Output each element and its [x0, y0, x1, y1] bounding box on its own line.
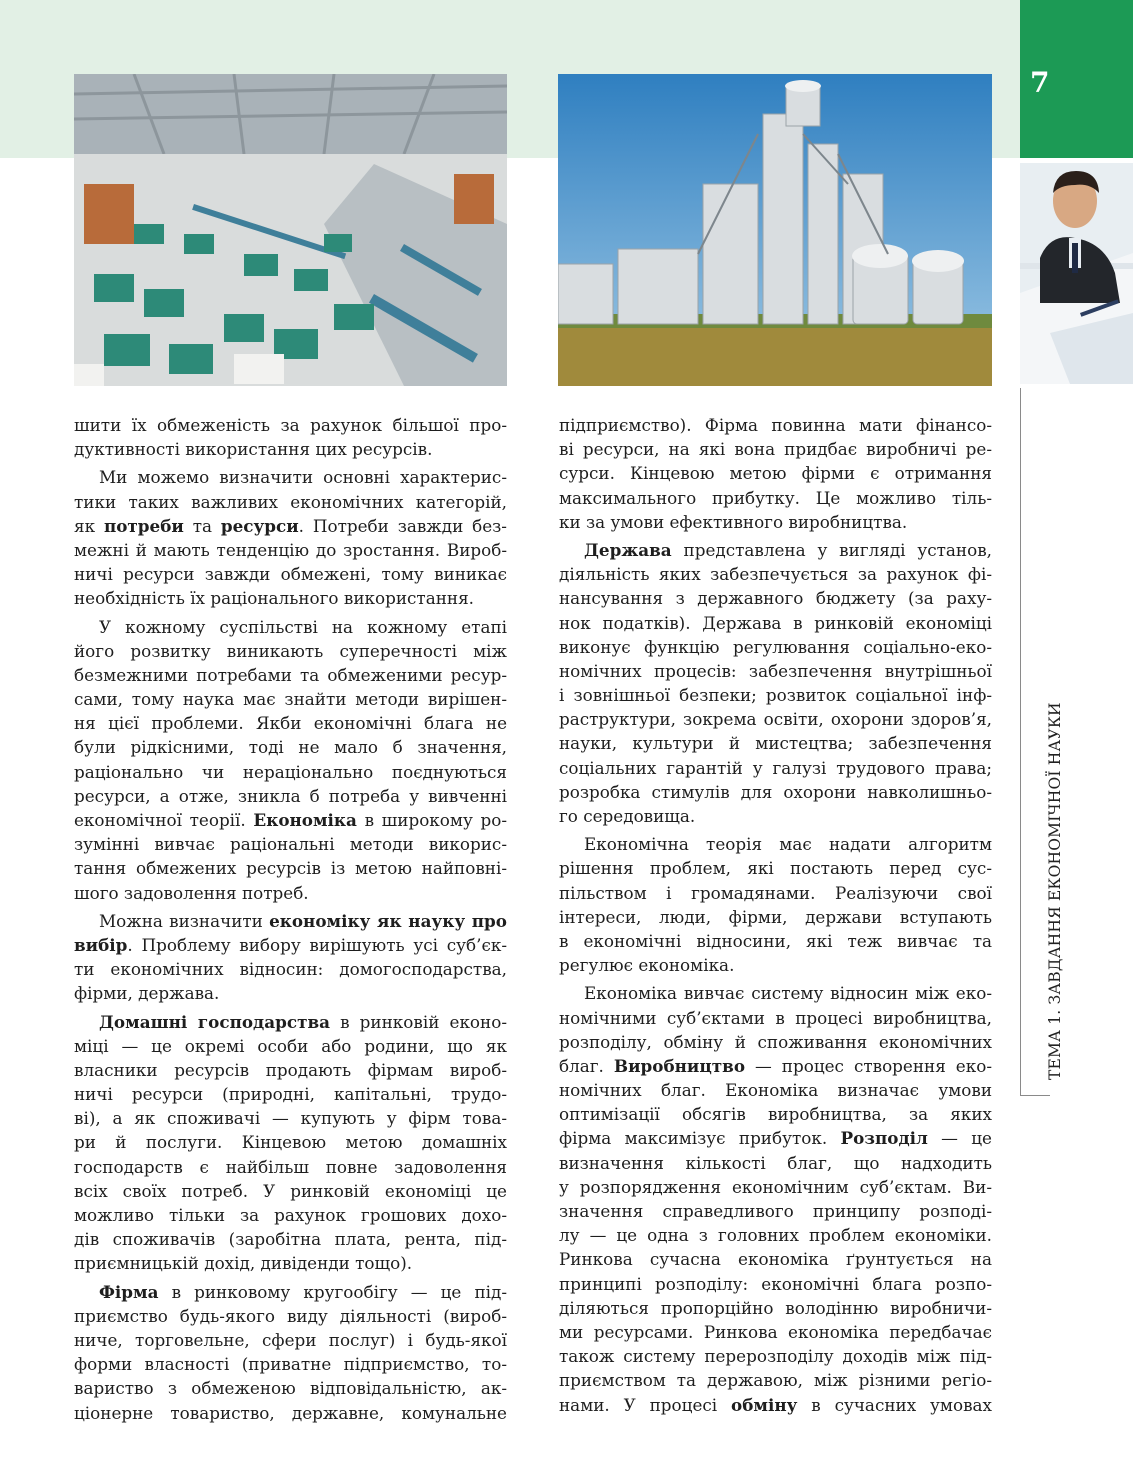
text-line: ти економічних відносин: домогосподарства,: [74, 959, 507, 980]
text-line: Фірма в ринковому кругообігу — це під-: [99, 1281, 507, 1302]
text-line: лу — це одна з головних проблем економіки.: [559, 1225, 992, 1246]
text-line: необхідність їх раціонального використання.: [74, 588, 474, 609]
text-line: соціальних гарантій у галузі трудового права;: [559, 757, 992, 778]
text-line: форми власності (приватне підприємство, то-: [74, 1354, 507, 1375]
term-economics: Економіка: [253, 810, 357, 830]
text-line: У кожному суспільстві на кожному етапі: [99, 616, 507, 637]
text-line: виконує функцію регулювання соціально-еко-: [559, 636, 992, 657]
text-line: можливо тільки за рахунок грошових дохо-: [74, 1205, 507, 1225]
text-line: оптимізації обсягів виробництва, за яких: [559, 1104, 992, 1125]
text-line: номічними суб’єктами в процесі виробництва,: [559, 1007, 992, 1028]
text-line: Домашні господарства в ринковій еконо-: [99, 1011, 507, 1032]
text-line: значення справедливого принципу розподі-: [559, 1201, 992, 1221]
text-line: і зовнішньої безпеки; розвиток соціальної інф-: [559, 685, 992, 706]
text-line: фірма максимізує прибуток. Розподіл — це: [559, 1128, 992, 1149]
text-line: Ми можемо визначити основні характерис-: [99, 467, 507, 488]
text-line: ві), а як споживачі — купують у фірм това-: [74, 1108, 507, 1129]
text-line: економічної теорії. Економіка в широкому ро-: [74, 810, 507, 830]
term-economics-choice: економіку як науку про: [269, 910, 507, 931]
text-line: регулює економіка.: [559, 955, 735, 976]
text-line: дуктивності використання цих ресурсів.: [74, 439, 433, 460]
term-resources: ресурси: [220, 515, 299, 536]
text-line: ничі ресурси (природні, капітальні, трудо-: [74, 1084, 507, 1105]
page-number-tab: [1020, 0, 1133, 158]
text-line: ві ресурси, на які вона придбає виробничі ре-: [559, 439, 992, 460]
text-line: номічних процесів: забезпечення внутрішньої: [559, 660, 992, 681]
text-line: приємство будь-якого виду діяльності (вироб-: [74, 1305, 507, 1326]
text-line: ри й послуги. Кінцевою метою домашніх: [74, 1132, 507, 1153]
text-line: інтереси, люди, фірми, держави вступають: [559, 906, 992, 927]
text-line: тики таких важливих економічних категорій,: [74, 491, 507, 512]
text-line: Держава представлена у вигляді установ,: [584, 539, 992, 560]
text-line: ресурси, а отже, зникла б потреба у вивченні: [74, 785, 507, 806]
text-line: нами. У процесі обміну в сучасних умовах: [559, 1394, 992, 1415]
text-line: діляються пропорційно володінню виробничи-: [559, 1297, 992, 1318]
text-line: раструктури, зокрема освіти, охорони здоров’я,: [559, 709, 992, 730]
term-households: Домашні господарства: [99, 1011, 330, 1032]
text-line: всіх своїх потреб. У ринковій економіці це: [74, 1180, 507, 1201]
text-line: його розвитку виникають суперечності між: [74, 640, 507, 661]
text-line: Можна визначити економіку як науку про: [99, 910, 507, 931]
text-line: приємницькій дохід, дивіденди тощо).: [74, 1253, 413, 1274]
page-number: 7: [1030, 66, 1050, 99]
text-line: рішення проблем, які постають перед сус-: [559, 858, 992, 879]
text-line: сурси. Кінцевою метою фірми є отримання: [559, 463, 992, 484]
text-line: розподілу, обміну й споживання економічних: [559, 1031, 992, 1052]
text-line: ціонерне товариство, державне, комунальне: [74, 1402, 507, 1423]
term-firm: Фірма: [99, 1281, 159, 1302]
term-choice: вибір: [74, 934, 128, 955]
text-line: дів споживачів (заробітна плата, рента, під-: [74, 1229, 507, 1250]
text-line: принципі розподілу: економічні блага розпо-: [559, 1273, 992, 1294]
text-line: ки за умови ефективного виробництва.: [559, 511, 908, 532]
chapter-side-title: ТЕМА 1. ЗАВДАННЯ ЕКОНОМІЧНОЇ НАУКИ: [1046, 702, 1064, 1080]
text-line: раціонально чи нераціонально поєднуються: [74, 761, 507, 782]
term-production: Виробництво: [613, 1055, 746, 1076]
text-line: діяльність яких забезпечується за рахунок фі-: [559, 564, 992, 585]
text-line: також систему перерозподілу доходів між під-: [559, 1346, 992, 1367]
text-line: господарств є найбільш повне задоволення: [74, 1156, 507, 1177]
text-line: номічних благ. Економіка визначає умови: [559, 1080, 992, 1101]
side-rule: [1020, 388, 1021, 1096]
text-line: Економічна теорія має надати алгоритм: [584, 834, 992, 855]
text-line: у розпорядження економічним суб’єктам. Ви-: [559, 1176, 992, 1197]
text-line: благ. Виробництво — процес створення еко-: [559, 1055, 992, 1076]
text-line: визначення кількості благ, що надходить: [559, 1152, 992, 1173]
businessman-photo: [1020, 163, 1133, 384]
text-line: тання обмежених ресурсів із метою найповні-: [74, 858, 507, 879]
text-line: ничі ресурси завжди обмежені, тому виникає: [74, 564, 507, 585]
text-line: в економічні відносини, які теж вивчає та: [559, 930, 992, 951]
text-line: ниче, торговельне, сфери послуг) і будь-якої: [74, 1329, 507, 1350]
text-line: сами, тому наука має знайти методи вирішен-: [74, 689, 507, 710]
text-line: фірми, держава.: [74, 983, 220, 1004]
text-line: власники ресурсів продають фірмам вироб-: [74, 1059, 507, 1080]
text-line: науки, культури й мистецтва; забезпечення: [559, 733, 992, 754]
text-line: шити їх обмеженість за рахунок більшої про-: [74, 415, 507, 435]
text-line: нансування з державного бюджету (за раху-: [559, 588, 992, 609]
grain-elevator-photo: [558, 74, 992, 386]
text-line: межні й мають тенденцію до зростання. Вироб-: [74, 539, 507, 560]
factory-hall-photo: [74, 74, 507, 386]
term-needs: потреби: [103, 515, 184, 536]
side-rule-tick: [1020, 1095, 1050, 1096]
text-line: були рідкісними, тоді не мало б значення,: [74, 737, 507, 758]
text-line: максимального прибутку. Це можливо тіль-: [559, 487, 992, 508]
text-line: нок податків). Держава в ринковій економіці: [559, 612, 992, 633]
text-line: розробка стимулів для охорони навколишньо-: [559, 781, 992, 802]
text-line: ня цієї проблеми. Якби економічні блага не: [74, 713, 507, 734]
term-state: Держава: [584, 539, 672, 560]
text-line: го середовища.: [559, 806, 696, 826]
text-line: Ринкова сучасна економіка ґрунтується на: [559, 1249, 992, 1270]
text-line: міці — це окремі особи або родини, що як: [74, 1035, 507, 1056]
text-line: безмежними потребами та обмеженими ресур-: [74, 664, 507, 685]
text-line: вибір. Проблему вибору вирішують усі суб’єк-: [74, 934, 507, 955]
text-line: вариство з обмеженою відповідальністю, ак-: [74, 1378, 507, 1399]
left-text-column: [74, 413, 507, 1425]
text-line: підприємство). Фірма повинна мати фінансо-: [559, 415, 992, 435]
right-text-column: [559, 413, 992, 1417]
term-distribution: Розподіл: [840, 1128, 928, 1149]
text-line: Економіка вивчає систему відносин між еко-: [584, 983, 992, 1004]
term-exchange: обміну: [731, 1394, 798, 1415]
text-line: зумінні вивчає раціональні методи викорис-: [74, 834, 507, 855]
text-line: ми ресурсами. Ринкова економіка передбачає: [559, 1321, 992, 1342]
text-line: пільством і громадянами. Реалізуючи свої: [559, 882, 992, 903]
text-line: як потреби та ресурси. Потреби завжди без-: [74, 515, 507, 536]
text-line: шого задоволення потреб.: [74, 882, 309, 903]
text-line: приємством та державою, між різними регіо-: [559, 1370, 992, 1391]
